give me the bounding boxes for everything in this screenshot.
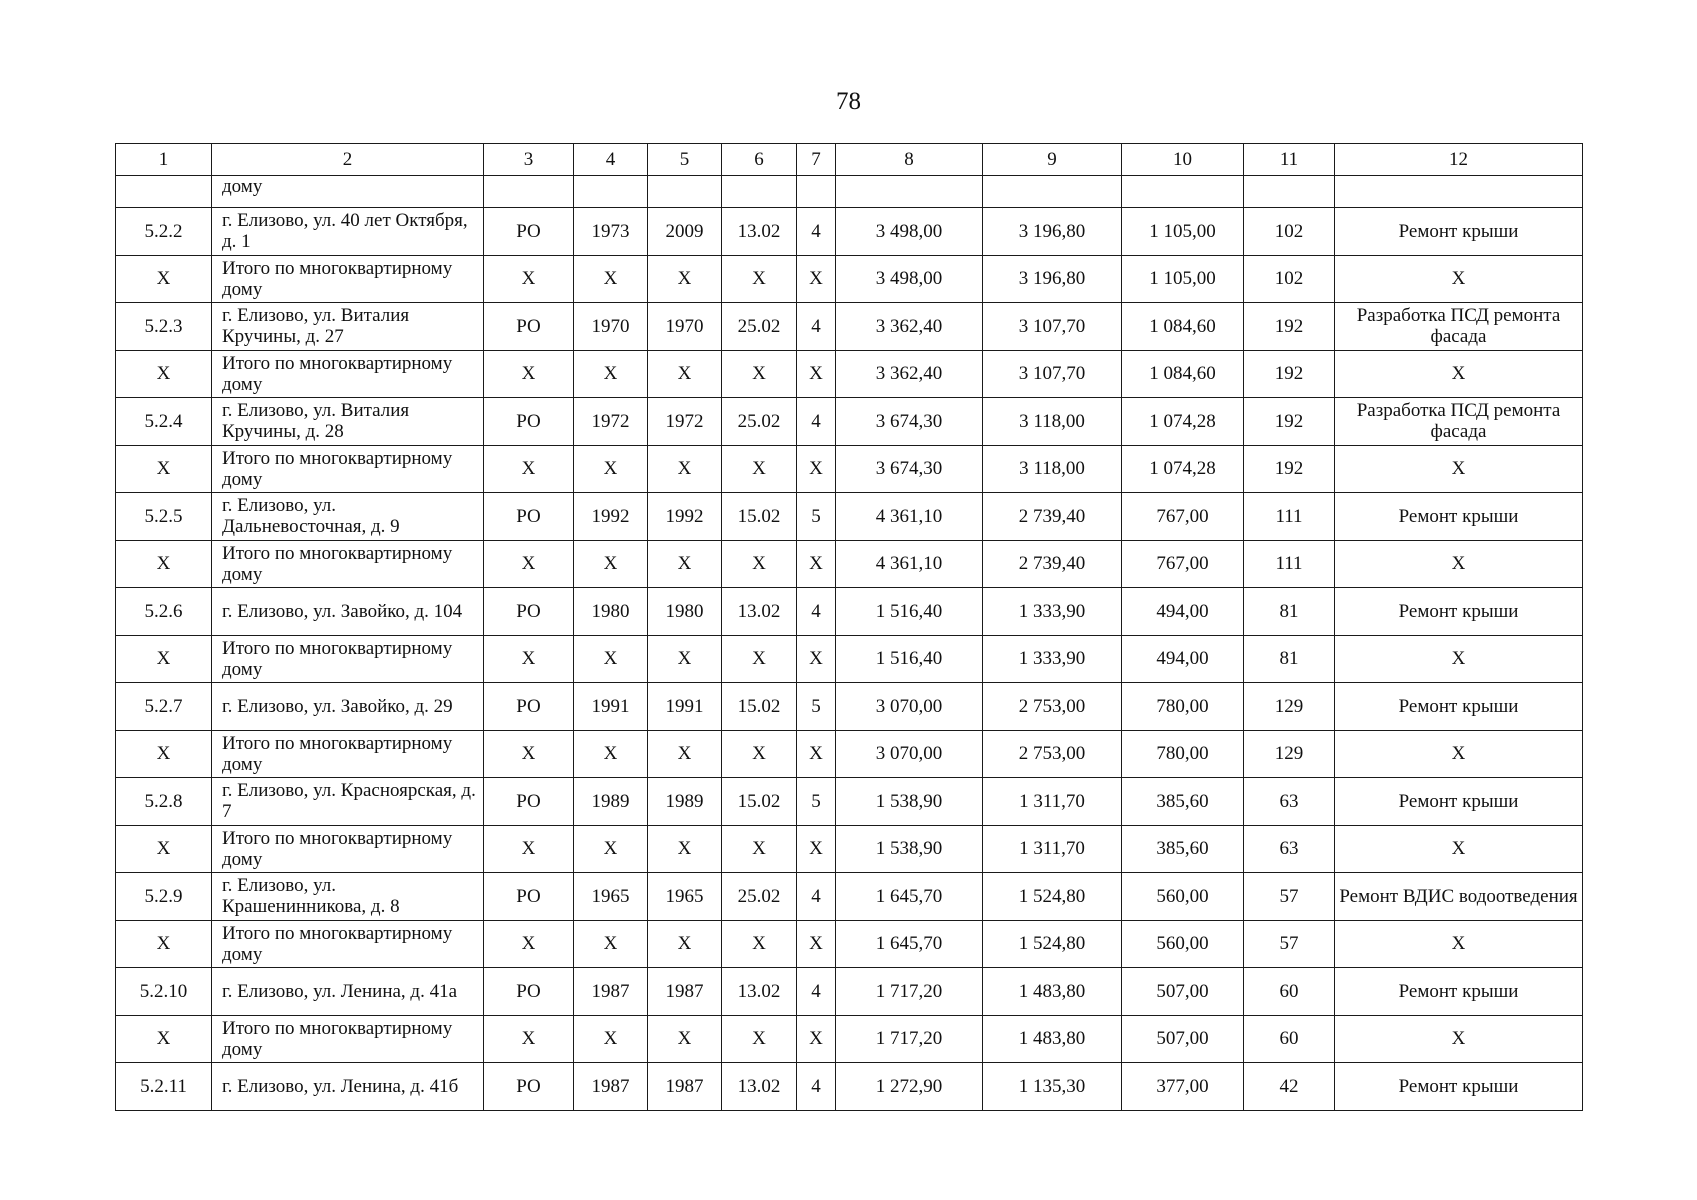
table-body (116, 144, 1583, 1111)
cell-col-6: Х (722, 445, 797, 493)
cell-col-11: 111 (1244, 493, 1335, 541)
cell-col-3: Х (484, 255, 574, 303)
cell-col-4: 1989 (574, 778, 648, 826)
cell-col-12: Ремонт крыши (1335, 493, 1583, 541)
cell-col-12: Х (1335, 540, 1583, 588)
table-row (116, 1015, 1583, 1063)
cell-col-10: 1 105,00 (1122, 255, 1244, 303)
cell-col-1: Х (116, 635, 212, 683)
cell-col-2: Итого по многоквартирному дому (212, 445, 484, 493)
table-row (116, 873, 1583, 921)
cell-col-3: РО (484, 398, 574, 446)
cell-col-1: Х (116, 825, 212, 873)
cell-col-9: 3 118,00 (983, 445, 1122, 493)
table-row (116, 635, 1583, 683)
cell-col-3: Х (484, 635, 574, 683)
cell-col-2: Итого по многоквартирному дому (212, 1015, 484, 1063)
cell-col-8: 1 272,90 (836, 1063, 983, 1111)
cell-col-6: 25.02 (722, 398, 797, 446)
cell-col-12: Ремонт крыши (1335, 1063, 1583, 1111)
cell-col-4: 1987 (574, 968, 648, 1016)
cell-col-8: 1 645,70 (836, 873, 983, 921)
cell-col-4: 1970 (574, 303, 648, 351)
cell-col-2: г. Елизово, ул. Виталия Кручины, д. 28 (212, 398, 484, 446)
cell-col-6: 13.02 (722, 968, 797, 1016)
cell-col-4 (574, 176, 648, 208)
cell-col-5: Х (648, 255, 722, 303)
cell-col-7: 4 (797, 398, 836, 446)
cell-col-4: 1965 (574, 873, 648, 921)
cell-col-3: Х (484, 825, 574, 873)
cell-col-8: 1 538,90 (836, 778, 983, 826)
cell-col-6 (722, 176, 797, 208)
cell-col-5: 1970 (648, 303, 722, 351)
cell-col-7: Х (797, 635, 836, 683)
cell-col-9: 1 333,90 (983, 588, 1122, 636)
cell-col-3: Х (484, 540, 574, 588)
cell-col-6: 15.02 (722, 683, 797, 731)
cell-col-3: РО (484, 303, 574, 351)
cell-col-1: Х (116, 540, 212, 588)
cell-col-11: 63 (1244, 778, 1335, 826)
cell-col-10: 507,00 (1122, 968, 1244, 1016)
cell-col-8: 1 516,40 (836, 635, 983, 683)
cell-col-2: г. Елизово, ул. Завойко, д. 104 (212, 588, 484, 636)
cell-col-8: 3 674,30 (836, 398, 983, 446)
cell-col-9: 3 118,00 (983, 398, 1122, 446)
cell-col-8: 4 361,10 (836, 493, 983, 541)
cell-col-12: Ремонт крыши (1335, 968, 1583, 1016)
table-row (116, 730, 1583, 778)
cell-col-9: 2 753,00 (983, 683, 1122, 731)
cell-col-9 (983, 176, 1122, 208)
cell-col-11: 192 (1244, 445, 1335, 493)
cell-col-11: 60 (1244, 968, 1335, 1016)
cell-col-11: 81 (1244, 635, 1335, 683)
cell-col-10: 494,00 (1122, 588, 1244, 636)
cell-col-9: 3 196,80 (983, 255, 1122, 303)
cell-col-5 (648, 176, 722, 208)
cell-col-11: 111 (1244, 540, 1335, 588)
cell-col-8: 3 674,30 (836, 445, 983, 493)
cell-col-11: 102 (1244, 255, 1335, 303)
cell-col-7: 4 (797, 588, 836, 636)
cell-col-12: Ремонт крыши (1335, 778, 1583, 826)
cell-col-2: дому (212, 176, 484, 208)
cell-col-8: 3 362,40 (836, 350, 983, 398)
cell-col-10: 560,00 (1122, 920, 1244, 968)
cell-col-4: Х (574, 445, 648, 493)
cell-col-10: 377,00 (1122, 1063, 1244, 1111)
cell-col-4: Х (574, 350, 648, 398)
cell-col-5: Х (648, 730, 722, 778)
cell-col-7 (797, 176, 836, 208)
cell-col-9: 1 483,80 (983, 968, 1122, 1016)
cell-col-8: 3 498,00 (836, 255, 983, 303)
cell-col-4: 1991 (574, 683, 648, 731)
table-row (116, 920, 1583, 968)
cell-col-6: Х (722, 350, 797, 398)
table-row (116, 350, 1583, 398)
cell-col-7: Х (797, 825, 836, 873)
cell-col-2: г. Елизово, ул. 40 лет Октября, д. 1 (212, 208, 484, 256)
cell-col-1: 5.2.9 (116, 873, 212, 921)
cell-col-8: 1 516,40 (836, 588, 983, 636)
cell-col-4: Х (574, 920, 648, 968)
cell-col-12: Х (1335, 825, 1583, 873)
cell-col-4: 4 (574, 144, 648, 176)
housing-repair-table (115, 143, 1583, 1111)
cell-col-7: 4 (797, 968, 836, 1016)
cell-col-2: Итого по многоквартирному дому (212, 540, 484, 588)
cell-col-1: 5.2.11 (116, 1063, 212, 1111)
cell-col-5: Х (648, 920, 722, 968)
cell-col-1: Х (116, 920, 212, 968)
cell-col-9: 3 196,80 (983, 208, 1122, 256)
cell-col-1 (116, 176, 212, 208)
cell-col-2: г. Елизово, ул. Ленина, д. 41б (212, 1063, 484, 1111)
cell-col-11: 192 (1244, 303, 1335, 351)
cell-col-12: Х (1335, 920, 1583, 968)
cell-col-6: 13.02 (722, 1063, 797, 1111)
cell-col-1: 1 (116, 144, 212, 176)
cell-col-9: 1 524,80 (983, 873, 1122, 921)
table-row (116, 778, 1583, 826)
cell-col-10: 1 074,28 (1122, 445, 1244, 493)
cell-col-8 (836, 176, 983, 208)
cell-col-5: Х (648, 635, 722, 683)
cell-col-7: 4 (797, 208, 836, 256)
cell-col-7: 5 (797, 683, 836, 731)
cell-col-10: 780,00 (1122, 730, 1244, 778)
cell-col-5: 1989 (648, 778, 722, 826)
cell-col-10: 494,00 (1122, 635, 1244, 683)
cell-col-7: Х (797, 540, 836, 588)
cell-col-9: 2 753,00 (983, 730, 1122, 778)
cell-col-3: РО (484, 968, 574, 1016)
cell-col-10: 10 (1122, 144, 1244, 176)
cell-col-2: г. Елизово, ул. Дальневосточная, д. 9 (212, 493, 484, 541)
cell-col-12: Х (1335, 635, 1583, 683)
cell-col-8: 4 361,10 (836, 540, 983, 588)
cell-col-4: Х (574, 255, 648, 303)
cell-col-1: Х (116, 730, 212, 778)
table-row (116, 540, 1583, 588)
cell-col-9: 3 107,70 (983, 303, 1122, 351)
cell-col-3: РО (484, 1063, 574, 1111)
cell-col-4: 1972 (574, 398, 648, 446)
cell-col-12: Х (1335, 1015, 1583, 1063)
cell-col-6: 13.02 (722, 208, 797, 256)
cell-col-2: г. Елизово, ул. Завойко, д. 29 (212, 683, 484, 731)
cell-col-9: 2 739,40 (983, 540, 1122, 588)
cell-col-10: 767,00 (1122, 493, 1244, 541)
cell-col-1: 5.2.4 (116, 398, 212, 446)
cell-col-3: РО (484, 588, 574, 636)
continuation-row (116, 176, 1583, 208)
cell-col-5: 1991 (648, 683, 722, 731)
cell-col-10: 780,00 (1122, 683, 1244, 731)
cell-col-12: Ремонт крыши (1335, 683, 1583, 731)
table-row (116, 588, 1583, 636)
cell-col-11: 57 (1244, 920, 1335, 968)
cell-col-6: Х (722, 635, 797, 683)
cell-col-1: Х (116, 1015, 212, 1063)
cell-col-10: 507,00 (1122, 1015, 1244, 1063)
cell-col-4: Х (574, 730, 648, 778)
cell-col-9: 1 311,70 (983, 825, 1122, 873)
cell-col-3 (484, 176, 574, 208)
cell-col-10 (1122, 176, 1244, 208)
cell-col-5: Х (648, 445, 722, 493)
cell-col-2: Итого по многоквартирному дому (212, 350, 484, 398)
cell-col-5: 1987 (648, 968, 722, 1016)
cell-col-1: Х (116, 445, 212, 493)
cell-col-8: 1 538,90 (836, 825, 983, 873)
cell-col-6: 6 (722, 144, 797, 176)
cell-col-7: 5 (797, 493, 836, 541)
cell-col-11: 192 (1244, 350, 1335, 398)
cell-col-3: Х (484, 1015, 574, 1063)
table-row (116, 208, 1583, 256)
cell-col-5: 1992 (648, 493, 722, 541)
cell-col-10: 560,00 (1122, 873, 1244, 921)
cell-col-10: 385,60 (1122, 778, 1244, 826)
cell-col-6: Х (722, 730, 797, 778)
cell-col-6: Х (722, 1015, 797, 1063)
table-row (116, 493, 1583, 541)
cell-col-1: 5.2.10 (116, 968, 212, 1016)
cell-col-5: Х (648, 540, 722, 588)
cell-col-12: Разработка ПСД ремонта фасада (1335, 398, 1583, 446)
cell-col-1: 5.2.3 (116, 303, 212, 351)
cell-col-10: 1 074,28 (1122, 398, 1244, 446)
cell-col-3: Х (484, 445, 574, 493)
table-row (116, 1063, 1583, 1111)
cell-col-4: Х (574, 825, 648, 873)
cell-col-10: 1 105,00 (1122, 208, 1244, 256)
cell-col-6: 15.02 (722, 778, 797, 826)
cell-col-1: Х (116, 255, 212, 303)
cell-col-5: Х (648, 350, 722, 398)
cell-col-5: 2009 (648, 208, 722, 256)
cell-col-5: 1965 (648, 873, 722, 921)
table-row (116, 968, 1583, 1016)
cell-col-7: Х (797, 255, 836, 303)
cell-col-8: 3 070,00 (836, 683, 983, 731)
cell-col-5: 5 (648, 144, 722, 176)
cell-col-2: 2 (212, 144, 484, 176)
cell-col-8: 3 070,00 (836, 730, 983, 778)
cell-col-4: 1987 (574, 1063, 648, 1111)
table-row (116, 255, 1583, 303)
cell-col-12: Х (1335, 730, 1583, 778)
cell-col-2: Итого по многоквартирному дому (212, 635, 484, 683)
cell-col-2: Итого по многоквартирному дому (212, 255, 484, 303)
cell-col-8: 1 645,70 (836, 920, 983, 968)
cell-col-6: 15.02 (722, 493, 797, 541)
cell-col-12: Х (1335, 350, 1583, 398)
cell-col-7: 4 (797, 1063, 836, 1111)
cell-col-2: г. Елизово, ул. Ленина, д. 41а (212, 968, 484, 1016)
cell-col-1: Х (116, 350, 212, 398)
cell-col-10: 1 084,60 (1122, 350, 1244, 398)
cell-col-4: 1980 (574, 588, 648, 636)
cell-col-1: 5.2.8 (116, 778, 212, 826)
cell-col-7: Х (797, 350, 836, 398)
table-row (116, 683, 1583, 731)
cell-col-1: 5.2.2 (116, 208, 212, 256)
table-row (116, 825, 1583, 873)
cell-col-5: Х (648, 1015, 722, 1063)
cell-col-3: РО (484, 683, 574, 731)
cell-col-8: 3 498,00 (836, 208, 983, 256)
cell-col-6: Х (722, 825, 797, 873)
cell-col-12: Ремонт крыши (1335, 588, 1583, 636)
cell-col-12: 12 (1335, 144, 1583, 176)
cell-col-1: 5.2.7 (116, 683, 212, 731)
cell-col-11: 57 (1244, 873, 1335, 921)
cell-col-7: 4 (797, 873, 836, 921)
cell-col-9: 1 483,80 (983, 1015, 1122, 1063)
cell-col-11: 11 (1244, 144, 1335, 176)
cell-col-12: Х (1335, 255, 1583, 303)
cell-col-2: г. Елизово, ул. Крашенинникова, д. 8 (212, 873, 484, 921)
cell-col-8: 1 717,20 (836, 968, 983, 1016)
cell-col-3: РО (484, 778, 574, 826)
cell-col-4: Х (574, 540, 648, 588)
cell-col-6: Х (722, 540, 797, 588)
cell-col-9: 1 311,70 (983, 778, 1122, 826)
cell-col-2: г. Елизово, ул. Виталия Кручины, д. 27 (212, 303, 484, 351)
cell-col-6: Х (722, 920, 797, 968)
cell-col-4: Х (574, 635, 648, 683)
cell-col-11: 42 (1244, 1063, 1335, 1111)
cell-col-1: 5.2.5 (116, 493, 212, 541)
cell-col-9: 9 (983, 144, 1122, 176)
cell-col-7: Х (797, 1015, 836, 1063)
cell-col-5: 1972 (648, 398, 722, 446)
cell-col-7: 4 (797, 303, 836, 351)
cell-col-5: 1987 (648, 1063, 722, 1111)
table-row (116, 398, 1583, 446)
cell-col-3: РО (484, 493, 574, 541)
table-row (116, 445, 1583, 493)
cell-col-6: Х (722, 255, 797, 303)
cell-col-6: 13.02 (722, 588, 797, 636)
cell-col-3: Х (484, 920, 574, 968)
cell-col-9: 1 524,80 (983, 920, 1122, 968)
cell-col-11: 102 (1244, 208, 1335, 256)
cell-col-8: 3 362,40 (836, 303, 983, 351)
table-row (116, 303, 1583, 351)
cell-col-11 (1244, 176, 1335, 208)
cell-col-7: 5 (797, 778, 836, 826)
cell-col-8: 1 717,20 (836, 1015, 983, 1063)
cell-col-12 (1335, 176, 1583, 208)
cell-col-12: Ремонт ВДИС водоотведения (1335, 873, 1583, 921)
cell-col-9: 3 107,70 (983, 350, 1122, 398)
cell-col-3: Х (484, 730, 574, 778)
cell-col-4: Х (574, 1015, 648, 1063)
cell-col-7: 7 (797, 144, 836, 176)
header-row (116, 144, 1583, 176)
cell-col-4: 1973 (574, 208, 648, 256)
cell-col-10: 1 084,60 (1122, 303, 1244, 351)
cell-col-3: 3 (484, 144, 574, 176)
cell-col-7: Х (797, 445, 836, 493)
cell-col-11: 60 (1244, 1015, 1335, 1063)
cell-col-12: Разработка ПСД ремонта фасада (1335, 303, 1583, 351)
cell-col-2: Итого по многоквартирному дому (212, 920, 484, 968)
cell-col-9: 2 739,40 (983, 493, 1122, 541)
cell-col-10: 767,00 (1122, 540, 1244, 588)
cell-col-8: 8 (836, 144, 983, 176)
cell-col-3: Х (484, 350, 574, 398)
cell-col-11: 129 (1244, 730, 1335, 778)
cell-col-4: 1992 (574, 493, 648, 541)
cell-col-5: 1980 (648, 588, 722, 636)
page-number: 78 (836, 88, 861, 115)
cell-col-7: Х (797, 730, 836, 778)
cell-col-9: 1 135,30 (983, 1063, 1122, 1111)
cell-col-6: 25.02 (722, 303, 797, 351)
cell-col-6: 25.02 (722, 873, 797, 921)
cell-col-2: г. Елизово, ул. Красноярская, д. 7 (212, 778, 484, 826)
cell-col-11: 129 (1244, 683, 1335, 731)
cell-col-10: 385,60 (1122, 825, 1244, 873)
cell-col-11: 81 (1244, 588, 1335, 636)
cell-col-2: Итого по многоквартирному дому (212, 825, 484, 873)
cell-col-3: РО (484, 873, 574, 921)
cell-col-12: Ремонт крыши (1335, 208, 1583, 256)
cell-col-12: Х (1335, 445, 1583, 493)
cell-col-5: Х (648, 825, 722, 873)
cell-col-1: 5.2.6 (116, 588, 212, 636)
cell-col-9: 1 333,90 (983, 635, 1122, 683)
cell-col-3: РО (484, 208, 574, 256)
cell-col-2: Итого по многоквартирному дому (212, 730, 484, 778)
cell-col-11: 63 (1244, 825, 1335, 873)
cell-col-7: Х (797, 920, 836, 968)
cell-col-11: 192 (1244, 398, 1335, 446)
